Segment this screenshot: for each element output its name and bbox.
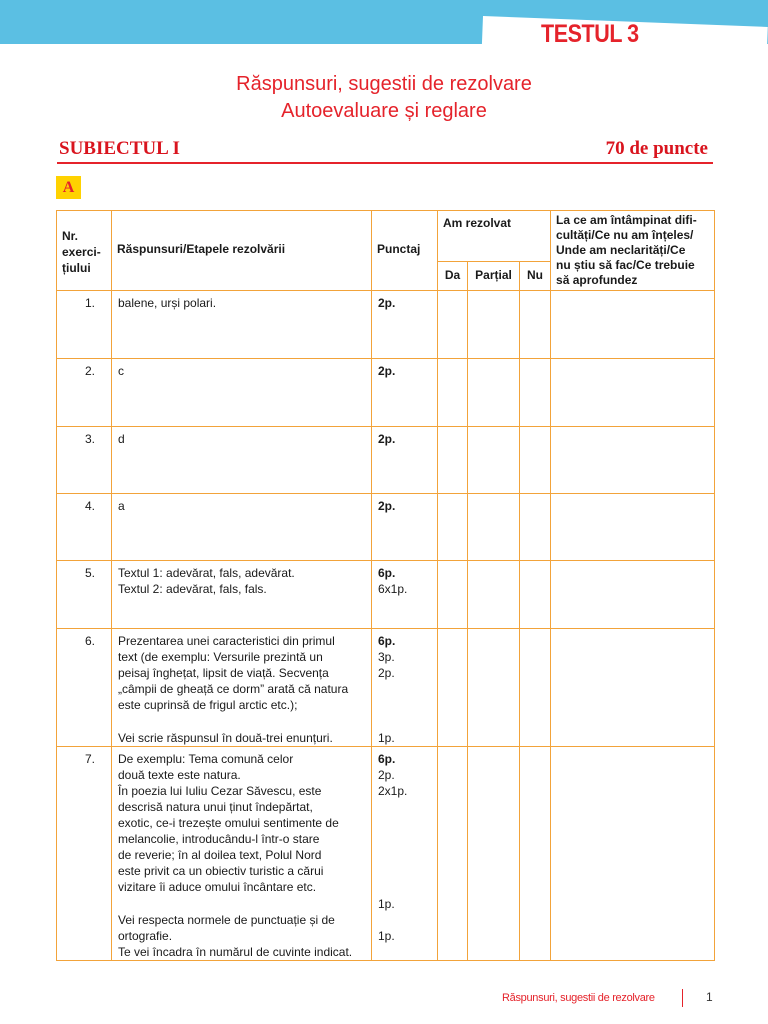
row-answer: Textul 1: adevărat, fals, adevărat. Textul 2: adevărat, fals, fals. <box>112 561 372 629</box>
row-points-total: 2p. <box>378 364 396 378</box>
row-points-breakdown: 6x1p. <box>378 582 408 597</box>
row-points <box>372 427 438 494</box>
row-points-total: 6p. <box>378 634 396 648</box>
row-points-total: 6p. <box>378 566 396 580</box>
header-solved: Am rezolvat <box>438 211 551 262</box>
table-row <box>57 561 715 629</box>
row-answer: De exemplu: Tema comună celor două texte este natura. În poezia lui Iuliu Cezar Săvescu, este descrisă natura unui ținut îndepărtat, exotic, ce-i trezește omului sentimente de melancolie, introducându-l într-o stare de reverie; în al doilea text, Polul Nord este privit ca un obiectiv turistic a cărui vizitare îi aduce omului încântare etc. Vei respecta normele de punctuație și de ortografie. Te vei încadra în numărul de cuvinte indicat. <box>112 746 372 960</box>
checkbox-cell-da[interactable] <box>438 291 468 359</box>
checkbox-cell-nu[interactable] <box>520 291 551 359</box>
section-title: SUBIECTUL I <box>59 138 180 159</box>
checkbox-cell-partial[interactable] <box>468 494 520 561</box>
notes-cell[interactable] <box>551 494 715 561</box>
page-number: 1 <box>706 990 713 1004</box>
row-number: 4. <box>57 494 112 561</box>
header-difficulties: La ce am întâmpinat difi- cultăți/Ce nu am înțeles/ Unde am neclarități/Ce nu știu să fac/Ce trebuie să aprofundez <box>551 211 715 291</box>
checkbox-cell-nu[interactable] <box>520 494 551 561</box>
row-points <box>372 561 438 629</box>
row-number: 2. <box>57 359 112 427</box>
row-points-total: 2p. <box>378 296 396 310</box>
row-number: 3. <box>57 427 112 494</box>
header-exercise-number: Nr. exerci- țiului <box>57 211 112 291</box>
footer-caption: Răspunsuri, sugestii de rezolvare <box>502 992 655 1004</box>
notes-cell[interactable] <box>551 561 715 629</box>
row-answer: d <box>112 427 372 494</box>
row-points-breakdown: 3p. 2p. 1p. <box>378 650 395 745</box>
checkbox-cell-nu[interactable] <box>520 561 551 629</box>
row-points-total: 2p. <box>378 499 396 513</box>
table-row <box>57 629 715 747</box>
test-label: TESTUL 3 <box>541 20 639 48</box>
notes-cell[interactable] <box>551 746 715 960</box>
checkbox-cell-partial[interactable] <box>468 291 520 359</box>
notes-cell[interactable] <box>551 629 715 747</box>
row-points-total: 6p. <box>378 751 396 766</box>
row-number: 7. <box>57 746 112 960</box>
footer-divider <box>682 989 683 1007</box>
checkbox-cell-da[interactable] <box>438 629 468 747</box>
checkbox-cell-da[interactable] <box>438 359 468 427</box>
page-subtitle: Autoevaluare și reglare <box>281 100 487 122</box>
checkbox-cell-da[interactable] <box>438 427 468 494</box>
row-number: 6. <box>57 629 112 747</box>
row-number: 5. <box>57 561 112 629</box>
checkbox-cell-partial[interactable] <box>468 629 520 747</box>
row-points-breakdown: 2p. 2x1p. 1p. 1p. <box>378 767 408 943</box>
header-yes: Da <box>438 262 468 291</box>
checkbox-cell-da[interactable] <box>438 494 468 561</box>
row-points <box>372 746 438 960</box>
row-points <box>372 359 438 427</box>
row-answer: c <box>112 359 372 427</box>
header-points: Punctaj <box>372 211 438 291</box>
checkbox-cell-nu[interactable] <box>520 629 551 747</box>
section-points: 70 de puncte <box>605 138 708 159</box>
header-partial: Parțial <box>468 262 520 291</box>
row-answer: balene, urși polari. <box>112 291 372 359</box>
row-points-total: 2p. <box>378 432 396 446</box>
table-row <box>57 746 715 960</box>
checkbox-cell-partial[interactable] <box>468 359 520 427</box>
checkbox-cell-nu[interactable] <box>520 427 551 494</box>
row-number: 1. <box>57 291 112 359</box>
section-divider <box>57 162 713 164</box>
checkbox-cell-partial[interactable] <box>468 561 520 629</box>
row-points <box>372 629 438 747</box>
table-row <box>57 359 715 427</box>
header-no: Nu <box>520 262 551 291</box>
page-title: Răspunsuri, sugestii de rezolvare <box>236 73 532 95</box>
notes-cell[interactable] <box>551 291 715 359</box>
table-row <box>57 427 715 494</box>
notes-cell[interactable] <box>551 427 715 494</box>
checkbox-cell-nu[interactable] <box>520 359 551 427</box>
checkbox-cell-partial[interactable] <box>468 746 520 960</box>
header-answers: Răspunsuri/Etapele rezolvării <box>112 211 372 291</box>
checkbox-cell-nu[interactable] <box>520 746 551 960</box>
row-answer: a <box>112 494 372 561</box>
checkbox-cell-partial[interactable] <box>468 427 520 494</box>
table-row <box>57 291 715 359</box>
row-points <box>372 494 438 561</box>
section-badge: A <box>56 176 81 199</box>
row-points <box>372 291 438 359</box>
checkbox-cell-da[interactable] <box>438 561 468 629</box>
answers-table <box>56 210 715 961</box>
checkbox-cell-da[interactable] <box>438 746 468 960</box>
row-answer: Prezentarea unei caracteristici din primul text (de exemplu: Versurile prezintă un peisaj înghețat, lipsit de viață. Secvența „câmpii de gheață ce dorm” arată că natura este cuprinsă de frigul arctic etc.); Vei scrie răspunsul în două-trei enunțuri. <box>112 629 372 747</box>
table-row <box>57 494 715 561</box>
notes-cell[interactable] <box>551 359 715 427</box>
